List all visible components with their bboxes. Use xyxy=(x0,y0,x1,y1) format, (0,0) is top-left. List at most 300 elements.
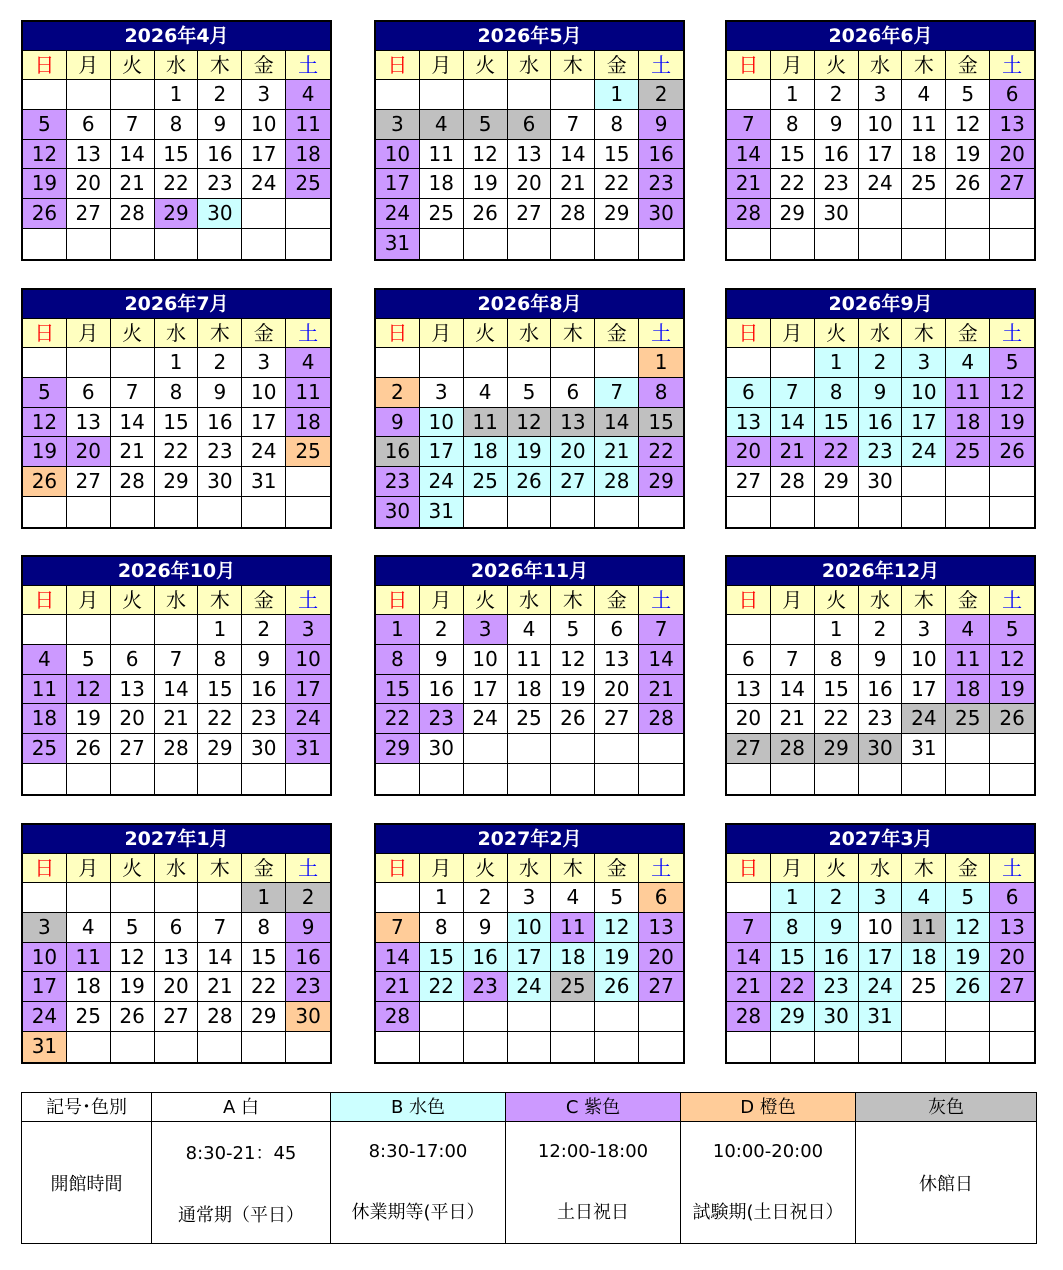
month-grid xyxy=(23,854,330,1062)
empty-cell xyxy=(859,229,903,259)
day-cell: 1 xyxy=(198,615,242,645)
day-cell: 2 xyxy=(859,615,903,645)
day-cell: 12 xyxy=(990,378,1034,408)
empty-cell xyxy=(376,764,420,794)
empty-cell xyxy=(727,497,771,527)
empty-cell xyxy=(902,497,946,527)
weekday-header: 木 xyxy=(902,51,946,80)
day-cell: 28 xyxy=(771,734,815,764)
day-cell: 4 xyxy=(286,80,330,110)
day-cell: 22 xyxy=(815,704,859,734)
day-cell: 19 xyxy=(946,943,990,973)
empty-cell xyxy=(551,348,595,378)
day-cell: 29 xyxy=(155,467,199,497)
day-cell: 27 xyxy=(595,704,639,734)
day-cell: 4 xyxy=(946,348,990,378)
day-cell: 3 xyxy=(859,80,903,110)
day-cell: 30 xyxy=(198,199,242,229)
empty-cell xyxy=(902,764,946,794)
weekday-header: 土 xyxy=(639,319,683,348)
day-cell: 12 xyxy=(551,645,595,675)
empty-cell xyxy=(155,229,199,259)
day-cell: 31 xyxy=(242,467,286,497)
day-cell: 1 xyxy=(155,80,199,110)
day-cell: 27 xyxy=(990,972,1034,1002)
empty-cell xyxy=(111,1032,155,1062)
weekday-header: 月 xyxy=(420,854,464,883)
day-cell: 15 xyxy=(595,140,639,170)
day-cell: 19 xyxy=(23,437,67,467)
day-cell: 30 xyxy=(815,199,859,229)
weekday-header: 水 xyxy=(155,586,199,615)
day-cell: 5 xyxy=(23,378,67,408)
day-cell: 30 xyxy=(198,467,242,497)
day-cell: 4 xyxy=(551,883,595,913)
empty-cell xyxy=(67,615,111,645)
month-calendar xyxy=(374,20,685,261)
day-cell: 28 xyxy=(639,704,683,734)
day-cell: 1 xyxy=(815,348,859,378)
month-title: 2026年9月 xyxy=(727,290,1034,319)
day-cell: 18 xyxy=(946,408,990,438)
day-cell: 29 xyxy=(771,1002,815,1032)
day-cell: 6 xyxy=(551,378,595,408)
day-cell: 24 xyxy=(859,972,903,1002)
day-cell: 2 xyxy=(376,378,420,408)
day-cell: 25 xyxy=(551,972,595,1002)
day-cell: 6 xyxy=(727,645,771,675)
empty-cell xyxy=(508,1002,552,1032)
day-cell: 14 xyxy=(771,408,815,438)
day-cell: 5 xyxy=(595,883,639,913)
weekday-header: 水 xyxy=(155,319,199,348)
empty-cell xyxy=(946,1002,990,1032)
legend-header-d: D 橙色 xyxy=(681,1093,856,1122)
day-cell: 9 xyxy=(859,378,903,408)
day-cell: 26 xyxy=(23,467,67,497)
day-cell: 12 xyxy=(67,675,111,705)
empty-cell xyxy=(595,229,639,259)
day-cell: 26 xyxy=(551,704,595,734)
weekday-header: 日 xyxy=(376,586,420,615)
day-cell: 10 xyxy=(376,140,420,170)
weekday-header: 火 xyxy=(111,854,155,883)
month-calendar xyxy=(374,823,685,1064)
legend-b-time: 8:30-17:00 xyxy=(368,1141,468,1162)
empty-cell xyxy=(464,734,508,764)
weekday-header: 火 xyxy=(815,586,859,615)
day-cell: 4 xyxy=(508,615,552,645)
day-cell: 22 xyxy=(420,972,464,1002)
day-cell: 13 xyxy=(990,110,1034,140)
day-cell: 20 xyxy=(551,437,595,467)
day-cell: 14 xyxy=(198,943,242,973)
empty-cell xyxy=(551,1002,595,1032)
weekday-header: 木 xyxy=(198,51,242,80)
empty-cell xyxy=(242,199,286,229)
day-cell: 15 xyxy=(376,675,420,705)
day-cell: 5 xyxy=(67,645,111,675)
empty-cell xyxy=(815,497,859,527)
weekday-header: 日 xyxy=(376,51,420,80)
day-cell: 26 xyxy=(990,704,1034,734)
day-cell: 22 xyxy=(155,169,199,199)
legend-c-cell xyxy=(506,1122,681,1243)
day-cell: 8 xyxy=(771,913,815,943)
weekday-header: 水 xyxy=(508,319,552,348)
day-cell: 19 xyxy=(464,169,508,199)
day-cell: 8 xyxy=(242,913,286,943)
day-cell: 28 xyxy=(111,467,155,497)
day-cell: 25 xyxy=(946,437,990,467)
empty-cell xyxy=(155,497,199,527)
day-cell: 31 xyxy=(286,734,330,764)
month-title: 2026年10月 xyxy=(23,557,330,586)
day-cell: 19 xyxy=(111,972,155,1002)
day-cell: 19 xyxy=(23,169,67,199)
month-title: 2026年7月 xyxy=(23,290,330,319)
day-cell: 10 xyxy=(286,645,330,675)
weekday-header: 金 xyxy=(242,51,286,80)
day-cell: 10 xyxy=(23,943,67,973)
empty-cell xyxy=(551,734,595,764)
day-cell: 6 xyxy=(111,645,155,675)
empty-cell xyxy=(464,764,508,794)
day-cell: 18 xyxy=(902,943,946,973)
day-cell: 21 xyxy=(155,704,199,734)
empty-cell xyxy=(771,348,815,378)
day-cell: 7 xyxy=(595,378,639,408)
day-cell: 8 xyxy=(420,913,464,943)
day-cell: 26 xyxy=(111,1002,155,1032)
day-cell: 18 xyxy=(286,408,330,438)
empty-cell xyxy=(464,229,508,259)
day-cell: 9 xyxy=(815,110,859,140)
day-cell: 3 xyxy=(376,110,420,140)
day-cell: 12 xyxy=(946,913,990,943)
empty-cell xyxy=(508,764,552,794)
day-cell: 12 xyxy=(23,408,67,438)
month-calendar xyxy=(374,288,685,529)
empty-cell xyxy=(595,1002,639,1032)
empty-cell xyxy=(902,229,946,259)
empty-cell xyxy=(242,497,286,527)
weekday-header: 金 xyxy=(242,319,286,348)
day-cell: 22 xyxy=(771,169,815,199)
empty-cell xyxy=(242,1032,286,1062)
day-cell: 22 xyxy=(155,437,199,467)
empty-cell xyxy=(508,734,552,764)
empty-cell xyxy=(815,764,859,794)
weekday-header: 水 xyxy=(859,51,903,80)
day-cell: 25 xyxy=(508,704,552,734)
legend-b-period: 休業期等(平日） xyxy=(351,1202,485,1223)
day-cell: 25 xyxy=(464,467,508,497)
empty-cell xyxy=(67,497,111,527)
weekday-header: 土 xyxy=(286,51,330,80)
month-calendar xyxy=(725,555,1036,796)
day-cell: 29 xyxy=(815,467,859,497)
day-cell: 10 xyxy=(859,110,903,140)
day-cell: 23 xyxy=(376,467,420,497)
day-cell: 8 xyxy=(155,378,199,408)
day-cell: 6 xyxy=(155,913,199,943)
day-cell: 24 xyxy=(420,467,464,497)
day-cell: 8 xyxy=(155,110,199,140)
day-cell: 16 xyxy=(639,140,683,170)
day-cell: 8 xyxy=(771,110,815,140)
empty-cell xyxy=(815,1032,859,1062)
day-cell: 20 xyxy=(727,437,771,467)
weekday-header: 金 xyxy=(946,51,990,80)
empty-cell xyxy=(23,764,67,794)
day-cell: 22 xyxy=(376,704,420,734)
day-cell: 3 xyxy=(420,378,464,408)
empty-cell xyxy=(198,1032,242,1062)
day-cell: 18 xyxy=(508,675,552,705)
weekday-header: 火 xyxy=(464,854,508,883)
day-cell: 16 xyxy=(815,140,859,170)
day-cell: 15 xyxy=(771,943,815,973)
day-cell: 4 xyxy=(902,80,946,110)
day-cell: 16 xyxy=(859,408,903,438)
day-cell: 17 xyxy=(464,675,508,705)
day-cell: 16 xyxy=(198,408,242,438)
day-cell: 19 xyxy=(595,943,639,973)
legend-header-gray: 灰色 xyxy=(856,1093,1036,1122)
empty-cell xyxy=(23,229,67,259)
weekday-header: 水 xyxy=(155,854,199,883)
day-cell: 29 xyxy=(639,467,683,497)
day-cell: 19 xyxy=(990,675,1034,705)
legend-a-cell xyxy=(152,1122,331,1243)
day-cell: 10 xyxy=(242,378,286,408)
empty-cell xyxy=(420,348,464,378)
day-cell: 26 xyxy=(23,199,67,229)
day-cell: 22 xyxy=(771,972,815,1002)
day-cell: 27 xyxy=(111,734,155,764)
day-cell: 2 xyxy=(242,615,286,645)
day-cell: 12 xyxy=(23,140,67,170)
day-cell: 9 xyxy=(286,913,330,943)
empty-cell xyxy=(23,348,67,378)
day-cell: 31 xyxy=(420,497,464,527)
month-grid xyxy=(376,319,683,527)
empty-cell xyxy=(902,467,946,497)
day-cell: 22 xyxy=(198,704,242,734)
day-cell: 12 xyxy=(595,913,639,943)
month-calendar xyxy=(725,288,1036,529)
weekday-header: 木 xyxy=(198,854,242,883)
day-cell: 15 xyxy=(815,408,859,438)
weekday-header: 金 xyxy=(242,586,286,615)
weekday-header: 金 xyxy=(595,319,639,348)
weekday-header: 火 xyxy=(111,586,155,615)
day-cell: 5 xyxy=(946,883,990,913)
day-cell: 14 xyxy=(727,943,771,973)
empty-cell xyxy=(990,199,1034,229)
month-grid xyxy=(23,319,330,527)
day-cell: 12 xyxy=(990,645,1034,675)
empty-cell xyxy=(639,229,683,259)
day-cell: 23 xyxy=(815,169,859,199)
day-cell: 18 xyxy=(23,704,67,734)
day-cell: 5 xyxy=(464,110,508,140)
empty-cell xyxy=(508,229,552,259)
empty-cell xyxy=(639,1032,683,1062)
day-cell: 10 xyxy=(859,913,903,943)
day-cell: 29 xyxy=(242,1002,286,1032)
day-cell: 29 xyxy=(376,734,420,764)
day-cell: 10 xyxy=(464,645,508,675)
empty-cell xyxy=(595,764,639,794)
day-cell: 23 xyxy=(859,437,903,467)
weekday-header: 水 xyxy=(508,854,552,883)
day-cell: 27 xyxy=(639,972,683,1002)
weekday-header: 日 xyxy=(727,51,771,80)
day-cell: 18 xyxy=(67,972,111,1002)
empty-cell xyxy=(111,348,155,378)
empty-cell xyxy=(376,1032,420,1062)
day-cell: 20 xyxy=(639,943,683,973)
month-title: 2026年11月 xyxy=(376,557,683,586)
day-cell: 15 xyxy=(771,140,815,170)
day-cell: 27 xyxy=(508,199,552,229)
day-cell: 3 xyxy=(242,348,286,378)
day-cell: 2 xyxy=(815,883,859,913)
day-cell: 13 xyxy=(508,140,552,170)
empty-cell xyxy=(946,199,990,229)
day-cell: 1 xyxy=(771,80,815,110)
weekday-header: 火 xyxy=(111,51,155,80)
day-cell: 10 xyxy=(902,645,946,675)
day-cell: 2 xyxy=(198,80,242,110)
day-cell: 2 xyxy=(198,348,242,378)
empty-cell xyxy=(946,734,990,764)
empty-cell xyxy=(990,467,1034,497)
day-cell: 14 xyxy=(727,140,771,170)
day-cell: 10 xyxy=(902,378,946,408)
day-cell: 21 xyxy=(595,437,639,467)
day-cell: 25 xyxy=(902,169,946,199)
day-cell: 14 xyxy=(111,408,155,438)
empty-cell xyxy=(508,348,552,378)
day-cell: 7 xyxy=(198,913,242,943)
day-cell: 29 xyxy=(198,734,242,764)
month-grid xyxy=(727,319,1034,527)
day-cell: 2 xyxy=(639,80,683,110)
day-cell: 26 xyxy=(946,169,990,199)
day-cell: 31 xyxy=(902,734,946,764)
month-grid xyxy=(376,586,683,794)
empty-cell xyxy=(771,615,815,645)
month-grid xyxy=(727,854,1034,1062)
empty-cell xyxy=(946,229,990,259)
weekday-header: 土 xyxy=(286,854,330,883)
day-cell: 7 xyxy=(111,110,155,140)
day-cell: 14 xyxy=(771,675,815,705)
empty-cell xyxy=(639,764,683,794)
day-cell: 9 xyxy=(639,110,683,140)
day-cell: 23 xyxy=(464,972,508,1002)
day-cell: 25 xyxy=(420,199,464,229)
weekday-header: 水 xyxy=(859,586,903,615)
day-cell: 1 xyxy=(771,883,815,913)
day-cell: 30 xyxy=(242,734,286,764)
day-cell: 21 xyxy=(639,675,683,705)
day-cell: 6 xyxy=(990,80,1034,110)
day-cell: 8 xyxy=(815,645,859,675)
day-cell: 13 xyxy=(727,675,771,705)
empty-cell xyxy=(111,764,155,794)
empty-cell xyxy=(859,497,903,527)
day-cell: 3 xyxy=(902,348,946,378)
day-cell: 17 xyxy=(420,437,464,467)
month-title: 2026年6月 xyxy=(727,22,1034,51)
day-cell: 12 xyxy=(111,943,155,973)
day-cell: 13 xyxy=(990,913,1034,943)
weekday-header: 火 xyxy=(815,51,859,80)
month-grid xyxy=(727,51,1034,259)
day-cell: 5 xyxy=(990,348,1034,378)
day-cell: 10 xyxy=(242,110,286,140)
empty-cell xyxy=(286,467,330,497)
day-cell: 26 xyxy=(67,734,111,764)
day-cell: 25 xyxy=(67,1002,111,1032)
empty-cell xyxy=(771,764,815,794)
day-cell: 16 xyxy=(815,943,859,973)
day-cell: 9 xyxy=(198,110,242,140)
day-cell: 15 xyxy=(420,943,464,973)
empty-cell xyxy=(198,229,242,259)
day-cell: 28 xyxy=(771,467,815,497)
empty-cell xyxy=(595,497,639,527)
day-cell: 7 xyxy=(771,645,815,675)
day-cell: 13 xyxy=(67,140,111,170)
day-cell: 27 xyxy=(551,467,595,497)
month-title: 2026年4月 xyxy=(23,22,330,51)
empty-cell xyxy=(727,229,771,259)
empty-cell xyxy=(508,1032,552,1062)
legend-header-b: B 水色 xyxy=(331,1093,506,1122)
day-cell: 30 xyxy=(286,1002,330,1032)
weekday-header: 金 xyxy=(242,854,286,883)
weekday-header: 土 xyxy=(286,319,330,348)
weekday-header: 月 xyxy=(771,854,815,883)
day-cell: 21 xyxy=(771,704,815,734)
weekday-header: 火 xyxy=(815,319,859,348)
day-cell: 16 xyxy=(242,675,286,705)
day-cell: 11 xyxy=(286,110,330,140)
empty-cell xyxy=(464,348,508,378)
weekday-header: 月 xyxy=(67,854,111,883)
day-cell: 13 xyxy=(155,943,199,973)
legend-header-c: C 紫色 xyxy=(506,1093,681,1122)
empty-cell xyxy=(902,1032,946,1062)
empty-cell xyxy=(286,1032,330,1062)
weekday-header: 金 xyxy=(595,586,639,615)
day-cell: 21 xyxy=(771,437,815,467)
day-cell: 26 xyxy=(595,972,639,1002)
month-calendar xyxy=(725,823,1036,1064)
month-title: 2027年3月 xyxy=(727,825,1034,854)
day-cell: 24 xyxy=(242,169,286,199)
weekday-header: 水 xyxy=(508,51,552,80)
weekday-header: 木 xyxy=(198,586,242,615)
day-cell: 16 xyxy=(420,675,464,705)
day-cell: 27 xyxy=(727,734,771,764)
empty-cell xyxy=(815,229,859,259)
